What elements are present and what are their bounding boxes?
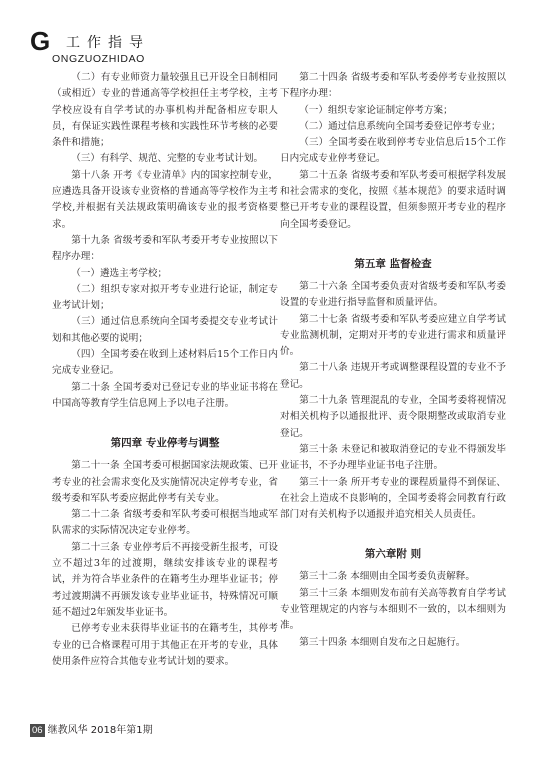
article-paragraph: 第二十一条 全国考委可根据国家法规政策、已开考专业的社会需求变化及实施情况决定停考专业，省级考委和军队考委应据此停考有关专业。 [52,460,278,504]
article-paragraph: 第二十条 全国考委对已登记专业的毕业证书将在中国高等教育学生信息网上予以电子注册。 [52,381,278,409]
header-logo-letter: G [30,26,51,56]
section-spacer [280,523,506,535]
article-paragraph: 第三十三条 本细则发布前有关高等教育自学考试专业管理规定的内容与本细则不一致的，以本细则为准。 [280,587,506,632]
section-spacer [52,412,278,424]
article-paragraph: （三）通过信息系统向全国考委提交专业考试计划和其他必要的说明； [52,316,278,344]
article-paragraph: （三）全国考委在收到停考专业信息后15个工作日内完成专业停考登记。 [280,137,506,165]
article-paragraph: （二）有专业师资力量较强且已开设全日制相同（或相近）专业的普通高等学校担任主考学校，主考学校应设有自学考试的办事机构并配备相应专职人员，有保证实践性课程考核和实践性环节考核的必要条件和措施； [52,72,278,149]
article-paragraph: （三）有科学、规范、完整的专业考试计划。 [71,153,264,165]
article-paragraph: 第二十五条 省级考委和军队考委可根据学科发展和社会需求的变化，按照《基本规范》的要求适时调整已开考专业的课程设置，但须参照开考专业的程序向全国考委登记。 [280,169,506,230]
article-paragraph: 第二十八条 违规开考或调整课程设置的专业不予登记。 [280,362,506,390]
article-paragraph: 第二十六条 全国考委负责对省级考委和军队考委设置的专业进行指导监督和质量评估。 [280,280,506,309]
article-paragraph: 第二十二条 省级考委和军队考委可根据当地或军队需求的实际情况决定专业停考。 [52,509,278,537]
section-spacer [280,233,506,245]
chapter-heading: 第六章附 则 [364,548,422,561]
page-header [30,24,230,64]
article-paragraph: （一）组织专家论证制定停考方案； [299,104,453,116]
journal-name: 继教风华 [47,725,88,736]
page-footer [30,721,153,737]
article-paragraph: 第二十七条 省级考委和军队考委应建立自学考试专业监测机制，定期对开考的专业进行需求和质量评价。 [280,313,506,358]
chapter-heading: 第四章 专业停考与调整 [110,437,220,450]
article-paragraph: （二）通过信息系统向全国考委登记停考专业； [299,120,501,132]
left-column [52,70,278,670]
header-subtitle: ONGZUOZHIDAO [52,53,145,65]
article-paragraph: 已停考专业未获得毕业证书的在籍考生，其停考专业的已合格课程可用于其他正在开考的专业，具体使用条件应符合其他专业考试计划的要求。 [52,623,278,667]
header-title: 工作指导 [66,35,150,51]
right-column [280,70,506,651]
article-paragraph: 第三十四条 本细则自发布之日起施行。 [299,636,466,648]
article-paragraph: 第二十九条 管理混乱的专业，全国考委将视情况对相关机构予以通报批评、责令限期整改或取消专业登记。 [280,395,506,439]
article-paragraph: （二）组织专家对拟开考专业进行论证，制定专业考试计划； [52,283,278,312]
journal-issue: 2018年第1期 [90,725,153,736]
article-paragraph: 第三十条 未登记和被取消登记的专业不得颁发毕业证书，不予办理毕业证书电子注册。 [280,443,506,472]
page-number: 06 [32,725,43,736]
article-paragraph: 第三十一条 所开考专业的课程质量得不到保证、在社会上造成不良影响的，全国考委将会同教育行政部门对有关机构予以通报并追究相关人员责任。 [280,476,506,521]
article-paragraph: 第二十四条 省级考委和军队考委停考专业按照以下程序办理： [280,72,506,100]
article-paragraph: 第三十二条 本细则由全国考委负责解释。 [299,571,475,583]
article-paragraph: （一）遴选主考学校； [71,267,168,279]
article-paragraph: 第十八条 开考《专业清单》内的国家控制专业，应遴选具备开设该专业资格的普通高等学校作为主考学校,并根据有关法规政策明确该专业的报考资格要求。 [52,169,278,230]
article-paragraph: 第二十三条 专业停考后不再接受新生报考，可设立不超过3年的过渡期，继续安排该专业的课程考试，并为符合毕业条件的在籍考生办理毕业证书；停考过渡期满不再颁发该专业毕业证书，特殊情况可顺延不超过2年颁发毕业证书。 [52,541,278,618]
article-paragraph: 第十九条 省级考委和军队考委开考专业按照以下程序办理： [52,234,278,263]
article-paragraph: （四）全国考委在收到上述材料后15个工作日内完成专业登记。 [52,349,278,377]
chapter-heading: 第五章 监督检查 [354,257,432,270]
